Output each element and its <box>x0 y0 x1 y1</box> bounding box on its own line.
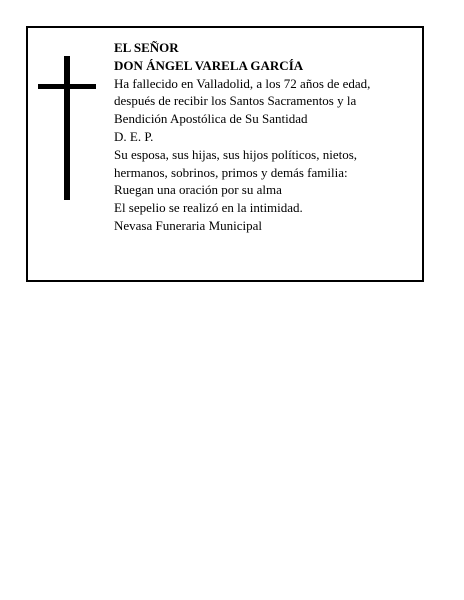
notice-text <box>114 39 414 235</box>
body-line-rip: D. E. P. <box>114 128 154 144</box>
body-line-sacraments: después de recibir los Santos Sacramentos y la <box>114 93 357 109</box>
body-line-blessing: Bendición Apostólica de Su Santidad <box>114 111 308 127</box>
body-line-family-1: Su esposa, sus hijas, sus hijos políticos, nietos, <box>114 146 358 162</box>
body-line-family-2: hermanos, sobrinos, primos y demás familia: <box>114 164 348 180</box>
body-line-burial: El sepelio se realizó en la intimidad. <box>114 200 303 216</box>
obituary-notice <box>26 26 424 282</box>
body-line-funeral-home: Nevasa Funeraria Municipal <box>114 217 263 233</box>
cross-horizontal-bar <box>38 84 96 89</box>
notice-heading: EL SEÑOR <box>114 40 179 55</box>
body-line-prayer: Ruegan una oración por su alma <box>114 182 282 198</box>
deceased-name: DON ÁNGEL VARELA GARCÍA <box>114 57 304 73</box>
body-line-death-place: Ha fallecido en Valladolid, a los 72 años de edad, <box>114 75 371 91</box>
cross-vertical-bar <box>64 56 70 200</box>
